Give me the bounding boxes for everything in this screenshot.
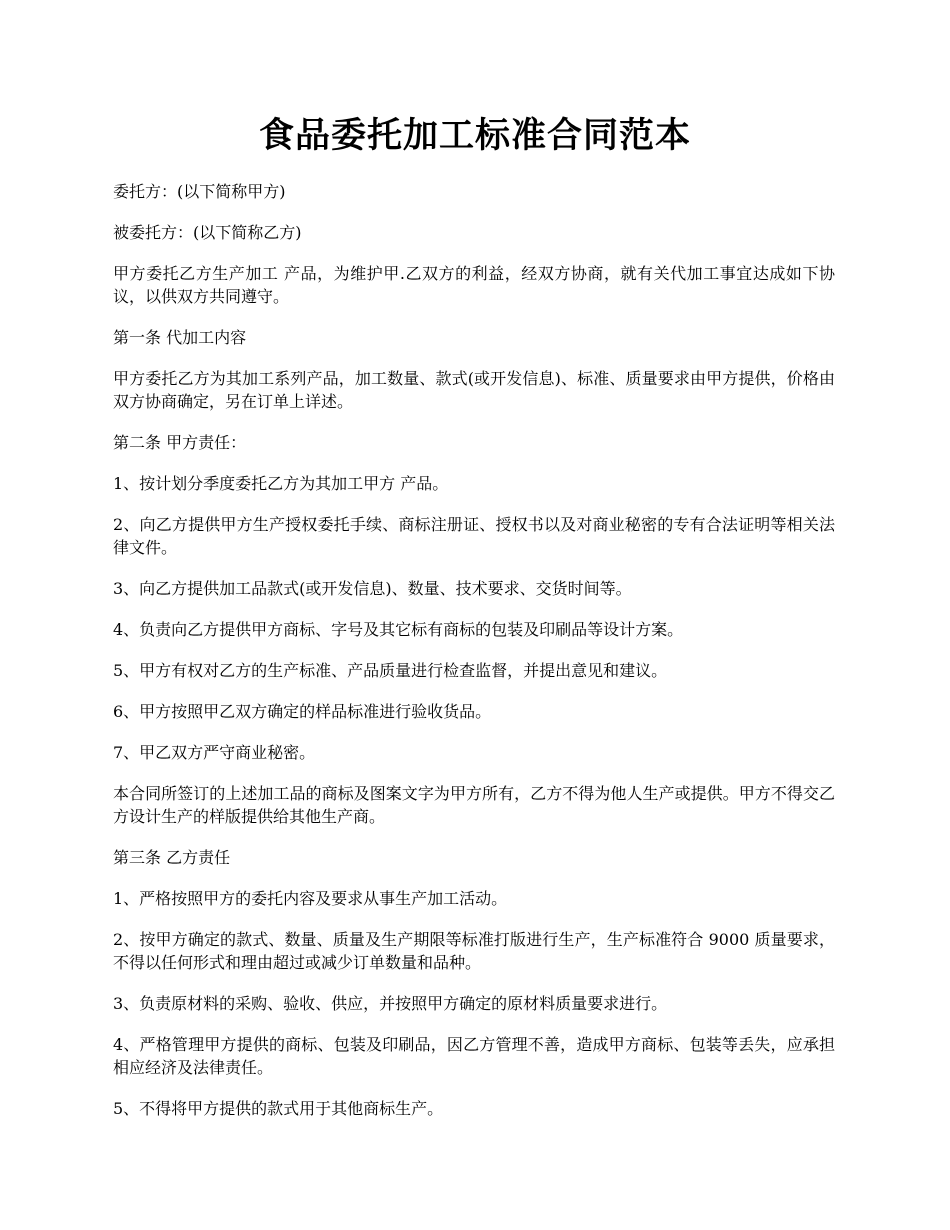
paragraph-contractor: 被委托方：(以下简称乙方) <box>113 223 302 242</box>
article-3-heading: 第三条 乙方责任 <box>113 848 231 867</box>
article-2-item: 6、甲方按照甲乙双方确定的样品标准进行验收货品。 <box>113 702 492 721</box>
article-3-item: 1、严格按照甲方的委托内容及要求从事生产加工活动。 <box>113 889 508 908</box>
article-2-item: 1、按计划分季度委托乙方为其加工甲方 产品。 <box>113 474 449 493</box>
article-2-note: 本合同所签订的上述加工品的商标及图案文字为甲方所有，乙方不得为他人生产或提供。甲方不得交乙方设计生产的样版提供给其他生产商。 <box>113 784 835 826</box>
paragraph-intro: 甲方委托乙方生产加工 产品，为维护甲.乙双方的利益，经双方协商，就有关代加工事宜达成如下协议，以供双方共同遵守。 <box>113 264 835 306</box>
article-2-item: 5、甲方有权对乙方的生产标准、产品质量进行检查监督，并提出意见和建议。 <box>113 661 668 680</box>
article-2-heading: 第二条 甲方责任： <box>113 433 247 452</box>
article-2-item: 3、向乙方提供加工品款式(或开发信息)、数量、技术要求、交货时间等。 <box>113 579 632 598</box>
article-3-item: 4、严格管理甲方提供的商标、包装及印刷品，因乙方管理不善，造成甲方商标、包装等丢失，应承担相应经济及法律责任。 <box>113 1035 835 1077</box>
paragraph-client: 委托方：(以下简称甲方) <box>113 182 286 201</box>
article-1-heading: 第一条 代加工内容 <box>113 328 247 347</box>
document-title: 食品委托加工标准合同范本 <box>258 115 691 156</box>
article-2-item: 4、负责向乙方提供甲方商标、字号及其它标有商标的包装及印刷品等设计方案。 <box>113 620 684 639</box>
article-2-item: 2、向乙方提供甲方生产授权委托手续、商标注册证、授权书以及对商业秘密的专有合法证明等相关法律文件。 <box>113 515 835 557</box>
article-2-item: 7、甲乙双方严守商业秘密。 <box>113 743 316 762</box>
document-body <box>113 180 835 1138</box>
article-3-item: 5、不得将甲方提供的款式用于其他商标生产。 <box>113 1099 444 1118</box>
article-1-text: 甲方委托乙方为其加工系列产品，加工数量、款式(或开发信息)、标准、质量要求由甲方提供，价格由双方协商确定，另在订单上详述。 <box>113 369 835 411</box>
article-3-item: 3、负责原材料的采购、验收、供应，并按照甲方确定的原材料质量要求进行。 <box>113 994 668 1013</box>
article-3-item: 2、按甲方确定的款式、数量、质量及生产期限等标准打版进行生产，生产标准符合 9000 质量要求，不得以任何形式和理由超过或减少订单数量和品种。 <box>113 930 835 972</box>
